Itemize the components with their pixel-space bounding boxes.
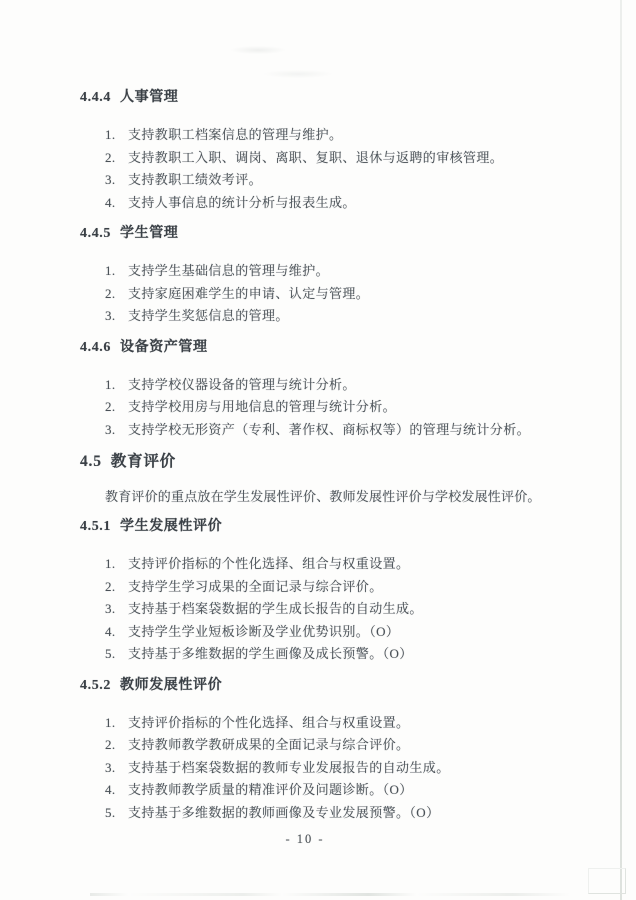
- list-item: [105, 621, 556, 644]
- item-text: 支持教职工绩效考评。: [128, 172, 263, 187]
- list-item: [105, 305, 556, 328]
- item-number: 4.: [105, 194, 116, 210]
- scan-smudge-top: [228, 42, 348, 82]
- item-text: 支持人事信息的统计分析与报表生成。: [128, 194, 356, 210]
- numbered-list: [105, 374, 556, 442]
- item-text: 支持教职工入职、调岗、离职、复职、退休与返聘的审核管理。: [128, 149, 504, 165]
- list-item: [105, 169, 556, 192]
- item-text: 支持学校仪器设备的管理与统计分析。: [128, 376, 356, 392]
- numbered-list: [105, 553, 556, 666]
- numbered-list: [105, 260, 556, 328]
- section-title: 教师发展性评价: [120, 677, 223, 693]
- scan-smudge-bottom: [90, 893, 570, 896]
- section-4-5-1: [80, 517, 556, 666]
- section-4-5-2: [80, 676, 556, 825]
- list-item: [105, 598, 556, 621]
- list-item: [105, 124, 556, 147]
- item-text: 支持家庭困难学生的申请、认定与管理。: [128, 285, 370, 301]
- list-item: [105, 260, 556, 283]
- item-text: 支持基于多维数据的学生画像及成长预警。（O）: [128, 646, 413, 661]
- item-number: 1.: [105, 376, 116, 392]
- section-title: 学生发展性评价: [120, 519, 223, 534]
- list-item: [105, 374, 556, 397]
- section-title: 人事管理: [120, 90, 179, 105]
- section-heading: [80, 338, 556, 358]
- list-item: [105, 712, 556, 735]
- item-number: 3.: [105, 421, 116, 437]
- section-4-4-6: [80, 338, 556, 442]
- item-number: 3.: [105, 759, 116, 775]
- scan-corner-artifact: [588, 868, 626, 894]
- list-item: [105, 734, 556, 757]
- item-number: 1.: [105, 127, 116, 142]
- list-item: [105, 553, 556, 576]
- item-number: 1.: [105, 263, 116, 278]
- section-number: 4.4.5: [80, 226, 111, 241]
- item-number: 5.: [105, 804, 116, 820]
- item-text: 支持基于档案袋数据的教师专业发展报告的自动生成。: [128, 759, 450, 775]
- section-heading: [80, 451, 556, 473]
- numbered-list: [105, 124, 556, 214]
- item-text: 支持学校用房与用地信息的管理与统计分析。: [128, 399, 397, 414]
- item-number: 3.: [105, 172, 116, 187]
- section-4-4-5: [80, 224, 556, 328]
- item-number: 2.: [105, 285, 116, 301]
- list-item: [105, 576, 556, 599]
- item-text: 支持基于多维数据的教师画像及专业发展预警。（O）: [128, 804, 440, 820]
- item-number: 1.: [105, 556, 116, 571]
- item-text: 支持教师教学质量的精准评价及问题诊断。（O）: [128, 782, 413, 797]
- section-heading: [80, 88, 556, 108]
- list-item: [105, 396, 556, 419]
- item-text: 支持学生基础信息的管理与维护。: [128, 263, 330, 278]
- list-item: [105, 779, 556, 802]
- item-number: 4.: [105, 782, 116, 797]
- list-item: [105, 802, 556, 825]
- item-number: 3.: [105, 308, 116, 323]
- item-text: 支持学生奖惩信息的管理。: [128, 308, 289, 323]
- item-number: 5.: [105, 646, 116, 661]
- item-number: 2.: [105, 149, 116, 165]
- list-item: [105, 147, 556, 170]
- numbered-list: [105, 712, 556, 825]
- list-item: [105, 419, 556, 442]
- section-heading: [80, 676, 556, 696]
- item-number: 4.: [105, 623, 116, 639]
- item-text: 支持教师教学教研成果的全面记录与综合评价。: [128, 737, 410, 752]
- section-title: 学生管理: [120, 226, 179, 241]
- section-number: 4.4.4: [80, 90, 111, 105]
- section-heading: [80, 517, 556, 537]
- item-text: 支持学生学习成果的全面记录与综合评价。: [128, 578, 383, 594]
- item-text: 支持学校无形资产（专利、著作权、商标权等）的管理与统计分析。: [128, 421, 531, 437]
- item-number: 2.: [105, 737, 116, 752]
- section-title: 教育评价: [110, 453, 176, 470]
- section-heading: [80, 224, 556, 244]
- item-number: 3.: [105, 601, 116, 616]
- section-number: 4.5: [80, 453, 102, 470]
- section-4-4-4: [80, 88, 556, 214]
- page-number: - 10 -: [285, 832, 325, 846]
- list-item: [105, 283, 556, 306]
- item-text: 支持评价指标的个性化选择、组合与权重设置。: [128, 556, 410, 571]
- item-text: 支持评价指标的个性化选择、组合与权重设置。: [128, 714, 410, 730]
- item-text: 支持基于档案袋数据的学生成长报告的自动生成。: [128, 601, 423, 616]
- item-text: 支持教职工档案信息的管理与维护。: [128, 127, 343, 142]
- section-4-5: [80, 451, 556, 507]
- section-number: 4.4.6: [80, 339, 111, 355]
- section-paragraph: 教育评价的重点放在学生发展性评价、教师发展性评价与学校发展性评价。: [105, 489, 541, 504]
- document-content: [80, 88, 556, 834]
- list-item: [105, 757, 556, 780]
- item-text: 支持学生学业短板诊断及学业优势识别。（O）: [128, 623, 400, 639]
- section-number: 4.5.1: [80, 519, 111, 534]
- item-number: 2.: [105, 578, 116, 594]
- scan-edge-line: [620, 0, 622, 900]
- list-item: [105, 643, 556, 666]
- section-title: 设备资产管理: [120, 339, 208, 355]
- section-number: 4.5.2: [80, 677, 111, 693]
- list-item: [105, 192, 556, 215]
- item-number: 1.: [105, 714, 116, 730]
- item-number: 2.: [105, 399, 116, 414]
